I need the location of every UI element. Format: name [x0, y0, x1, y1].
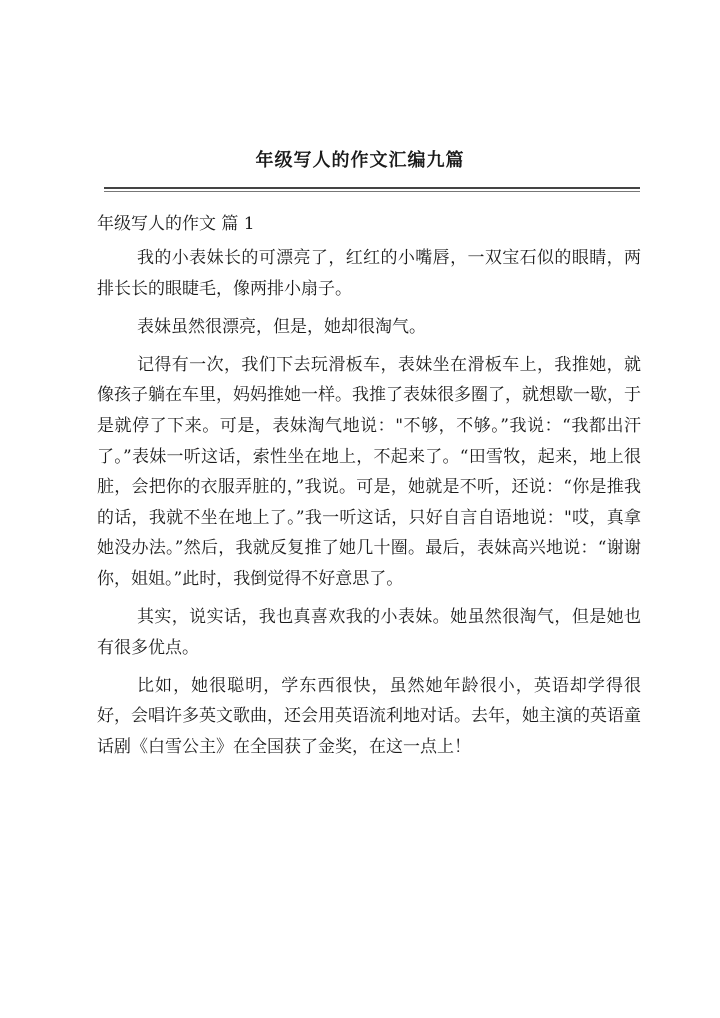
- section-heading: 年级写人的作文 篇 1: [97, 214, 255, 234]
- document-title: 年级写人的作文汇编九篇: [255, 150, 465, 171]
- paragraph-5: 比如，她很聪明，学东西很快，虽然她年龄很小，英语却学得很好，会唱许多英文歌曲，还会用英语流利地对话。去年，她主演的英语童话剧《白雪公主》在全国获了金奖，在这一点上！: [97, 675, 641, 757]
- title-divider-thin: [104, 191, 640, 192]
- paragraph-3: 记得有一次，我们下去玩滑板车，表妹坐在滑板车上，我推她，就像孩子躺在车里，妈妈推她一样。我推了表妹很多圈了，就想歇一歇，于是就停了下来。可是，表妹淘气地说："不够，不够。”我说：“我都出汗了。”表妹一听这话，索性坐在地上，不起来了。“田雪牧，起来，地上很脏，会把你的衣服弄脏的，”我说。可是，她就是不听，还说：“你是推我的话，我就不坐在地上了。”我一听这话，只好自言自语地说："哎，真拿她没办法。”然后，我就反复推了她几十圈。最后，表妹高兴地说：“谢谢你，姐姐。”此时，我倒觉得不好意思了。: [97, 354, 641, 589]
- paragraph-4: 其实，说实话，我也真喜欢我的小表妹。她虽然很淘气，但是她也有很多优点。: [97, 607, 641, 658]
- title-divider: [104, 187, 640, 189]
- paragraph-2: 表妹虽然很漂亮，但是，她却很淘气。: [137, 316, 426, 337]
- paragraph-1: 我的小表妹长的可漂亮了，红红的小嘴唇，一双宝石似的眼睛，两排长长的眼睫毛，像两排小扇子。: [97, 248, 641, 299]
- essay-body: [97, 243, 641, 770]
